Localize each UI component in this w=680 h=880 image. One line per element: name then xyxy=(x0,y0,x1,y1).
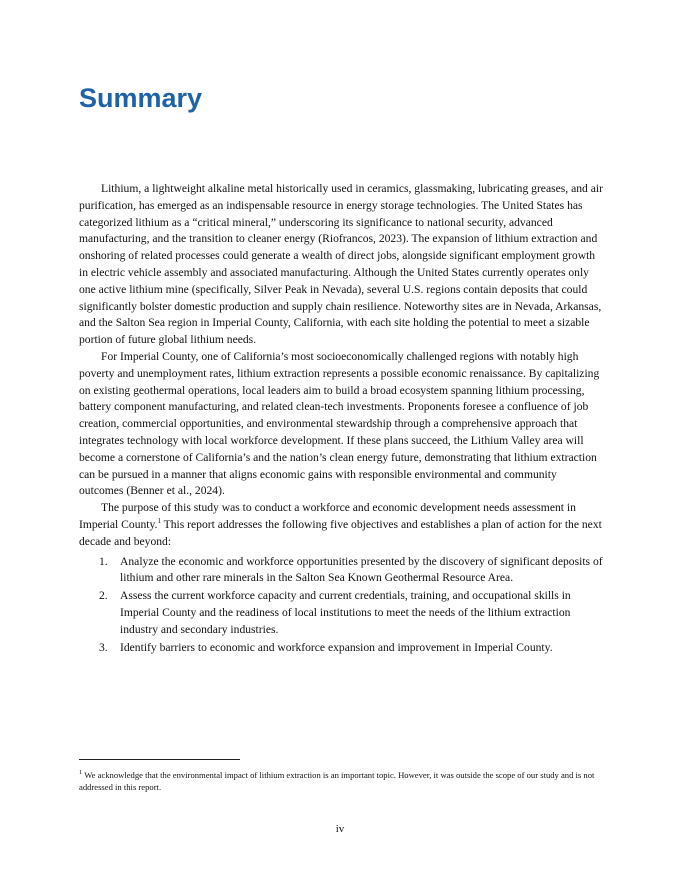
list-item-number: 3. xyxy=(99,640,108,654)
list-item-text: Assess the current workforce capacity and current credentials, training, and occupational skills in Imperial County and the readiness of local institutions to meet the needs of the lithium extraction industry and secondary industries. xyxy=(120,589,571,636)
purpose-text: The purpose of this study was to conduct a workforce and economic development needs assessment in Imperial County. xyxy=(79,501,576,531)
purpose-text-continued: This report addresses the following five objectives and establishes a plan of action for the next decade and beyond: xyxy=(79,517,602,548)
list-item xyxy=(79,588,603,638)
paragraph-imperial-county: For Imperial County, one of California’s most socioeconomically challenged regions with notably high poverty and unemployment rates, lithium extraction represents a possible economic renaissance. By capitalizing on existing geothermal operations, local leaders aim to build a broad ecosystem spanning lithium processing, battery component manufacturing, and related clean-tech investments. Proponents foresee a confluence of job creation, commercial opportunities, and environmental stewardship through a comprehensive approach that integrates technology with local workforce development. If these plans succeed, the Lithium Valley area will become a cornerstone of California’s and the nation’s clean energy future, demonstrating that lithium extraction can be pursued in a manner that aligns economic gains with responsible environmental and community outcomes (Benner et al., 2024). xyxy=(79,349,600,498)
page-title: Summary xyxy=(79,83,203,113)
footnote-divider xyxy=(79,759,240,760)
objectives-list xyxy=(79,554,603,657)
footnote xyxy=(79,769,601,793)
footnote-marker: 1 xyxy=(79,769,83,777)
footnote-reference[interactable]: 1 xyxy=(157,517,161,526)
paragraph-lithium-overview: Lithium, a lightweight alkaline metal historically used in ceramics, glassmaking, lubricating greases, and air purification, has emerged as an indispensable resource in energy storage technologies. The United States has categorized lithium as a “critical mineral,” underscoring its significance to national security, advanced manufacturing, and the transition to cleaner energy (Riofrancos, 2023). The expansion of lithium extraction and onshoring of related processes could generate a wealth of direct jobs, alongside significant employment growth in electric vehicle assembly and associated manufacturing. Although the United States currently operates only one active lithium mine (specifically, Silver Peak in Nevada), several U.S. regions contain deposits that could significantly bolster domestic production and supply chain resilience. Noteworthy sites are in Nevada, Arkansas, and the Salton Sea region in Imperial County, California, with each site holding the potential to meet a sizable portion of future global lithium needs. xyxy=(79,182,603,347)
summary-body xyxy=(79,181,603,657)
list-item xyxy=(79,640,603,657)
list-item-text: Identify barriers to economic and workforce expansion and improvement in Imperial County. xyxy=(120,640,553,654)
page-number: iv xyxy=(335,823,345,835)
list-item-text: Analyze the economic and workforce opportunities presented by the discovery of significant deposits of lithium and other rare minerals in the Salton Sea Known Geothermal Resource Area. xyxy=(120,554,603,585)
list-item xyxy=(79,554,603,588)
footnote-text: We acknowledge that the environmental impact of lithium extraction is an important topic. However, it was outside the scope of our study and is not addressed in this report. xyxy=(79,770,595,792)
paragraph-study-purpose xyxy=(79,500,603,550)
list-item-number: 2. xyxy=(99,589,108,603)
list-item-number: 1. xyxy=(99,554,108,568)
